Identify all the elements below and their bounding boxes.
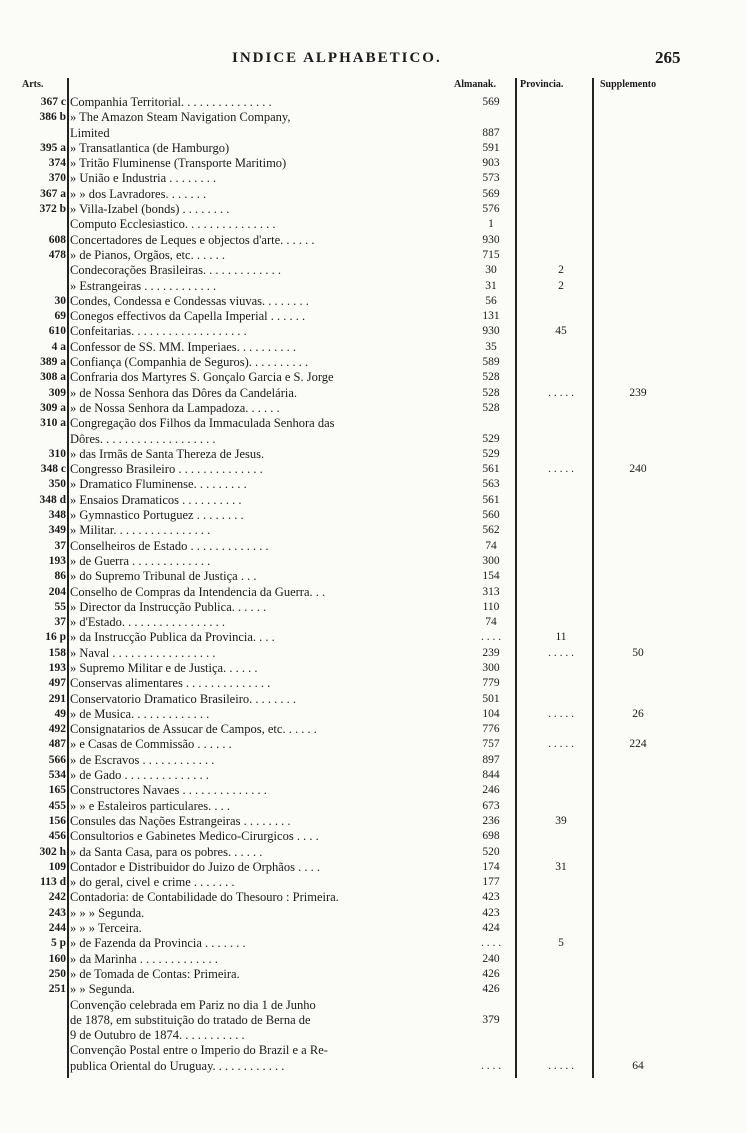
entry-text: » » » Segunda. [70,905,145,920]
entry-almanak-page: 35 [485,340,497,353]
index-entry [20,615,700,630]
entry-text: Conservatorio Dramatico Brasileiro. . . . . . . . [70,691,296,706]
entry-article: 251 [48,983,66,996]
entry-text: Congresso Brasileiro . . . . . . . . . . . . . . [70,462,263,477]
entry-text: de 1878, em substituição do tratado de Berna de [70,1012,311,1027]
index-entry [20,202,700,217]
entry-text: Confessor de SS. MM. Imperiaes. . . . . . . . . . [70,339,297,354]
entry-text: » Estrangeiras . . . . . . . . . . . . [70,278,217,293]
index-entry [20,171,700,186]
entry-text: Convenção celebrada em Pariz no dia 1 de Junho [70,997,316,1012]
entry-almanak-page: 930 [482,233,500,246]
index-entry [20,355,700,370]
entry-provincia-page: 39 [555,814,567,827]
entry-article: 374 [48,157,66,170]
entry-article: 492 [48,723,66,736]
index-entry [20,386,700,401]
entry-supplemento-page: 64 [632,1059,644,1072]
entry-article: 370 [48,172,66,185]
entry-text: » Ensaios Dramaticos . . . . . . . . . . [70,492,242,507]
entry-almanak-page: 423 [482,891,500,904]
index-entry [20,661,700,676]
entry-almanak-page: 563 [482,478,500,491]
entry-article: 16 p [45,631,66,644]
entry-almanak-page: 300 [482,661,500,674]
entry-almanak-page: 423 [482,906,500,919]
entry-almanak-page: 930 [482,325,500,338]
entry-almanak-page: 576 [482,203,500,216]
entry-article: 610 [48,325,66,338]
entry-supplemento-page: 224 [629,738,647,751]
entry-article: 350 [48,478,66,491]
index-entry [20,462,700,477]
index-table [20,95,700,1074]
entry-article: 250 [48,967,66,980]
index-entry [20,921,700,936]
index-entry [20,799,700,814]
entry-text: Conegos effectivos da Capella Imperial . . . . . . [70,309,306,324]
index-entry [20,447,700,462]
index-entry [20,523,700,538]
index-entry [20,860,700,875]
entry-almanak-page: 698 [482,830,500,843]
entry-text: » de Pianos, Orgãos, etc. . . . . . [70,247,225,262]
index-entry [20,1043,700,1058]
entry-article: 455 [48,799,66,812]
entry-article: 348 d [39,493,66,506]
entry-provincia-page: 2 [558,264,564,277]
index-entry [20,906,700,921]
entry-almanak-page: . . . . [480,631,502,644]
index-entry [20,187,700,202]
entry-text: » de Gado . . . . . . . . . . . . . . [70,768,209,783]
entry-almanak-page: 30 [485,264,497,277]
index-entry [20,217,700,232]
entry-text: » Dramatico Fluminense. . . . . . . . . [70,477,247,492]
index-entry [20,340,700,355]
entry-article: 348 c [40,463,66,476]
entry-article: 160 [48,952,66,965]
entry-almanak-page: 560 [482,509,500,522]
entry-text: » Director da Instrucção Publica. . . . . . [70,599,267,614]
entry-text: » » e Estaleiros particulares. . . . [70,798,231,813]
entry-almanak-page: 844 [482,769,500,782]
entry-almanak-page: 313 [482,585,500,598]
index-entry [20,416,700,431]
entry-almanak-page: 589 [482,356,500,369]
entry-article: 608 [48,233,66,246]
entry-text: Constructores Navaes . . . . . . . . . . . . . . [70,783,267,798]
index-entry [20,737,700,752]
entry-almanak-page: 426 [482,983,500,996]
header-arts: Arts. [22,79,44,90]
index-entry [20,845,700,860]
page-number: 265 [655,48,681,67]
entry-article: 165 [48,784,66,797]
entry-text: » » Segunda. [70,982,135,997]
entry-provincia-page: . . . . . [548,463,574,476]
index-entry [20,248,700,263]
entry-text: » da Santa Casa, para os pobres. . . . . . [70,844,263,859]
entry-article: 158 [48,646,66,659]
entry-almanak-page: 236 [482,814,500,827]
entry-provincia-page: 5 [558,937,564,950]
entry-almanak-page: 757 [482,738,500,751]
index-entry [20,783,700,798]
entry-almanak-page: 573 [482,172,500,185]
entry-almanak-page: 715 [482,248,500,261]
entry-almanak-page: 779 [482,677,500,690]
entry-text: Consultorios e Gabinetes Medico-Cirurgicos . . . . [70,829,319,844]
entry-text: publica Oriental do Uruguay. . . . . . . . . . . . [70,1058,285,1073]
entry-provincia-page: 31 [555,860,567,873]
entry-text: » União e Industria . . . . . . . . [70,171,217,186]
entry-text: » da Marinha . . . . . . . . . . . . . [70,951,218,966]
entry-article: 310 a [40,417,66,430]
entry-text: » de Tomada de Contas: Primeira. [70,966,240,981]
entry-text: » de Nossa Senhora das Dôres da Candelária. [70,385,298,400]
entry-text: » Transatlantica (de Hamburgo) [70,140,230,155]
entry-text: » de Fazenda da Provincia . . . . . . . [70,936,246,951]
entry-article: 487 [48,738,66,751]
entry-almanak-page: . . . . [480,937,502,950]
entry-almanak-page: 174 [482,860,500,873]
entry-almanak-page: 529 [482,447,500,460]
entry-almanak-page: 562 [482,524,500,537]
entry-text: Companhia Territorial. . . . . . . . . . . . . . . [70,95,272,109]
entry-article: 37 [54,539,66,552]
index-entry [20,890,700,905]
entry-article: 309 [48,386,66,399]
entry-text: Consignatarios de Assucar de Campos, etc. . . . . . [70,722,317,737]
index-entry [20,692,700,707]
entry-almanak-page: 569 [482,187,500,200]
entry-provincia-page: . . . . . [548,707,574,720]
entry-text: Contador e Distribuidor do Juizo de Orphãos . . . . [70,859,320,874]
entry-almanak-page: 104 [482,707,500,720]
entry-article: 30 [54,294,66,307]
entry-almanak-page: 56 [485,294,497,307]
entry-almanak-page: 887 [482,126,500,139]
index-entry [20,676,700,691]
entry-almanak-page: 903 [482,157,500,170]
entry-article: 372 b [39,203,66,216]
index-entry [20,768,700,783]
entry-text: Conselho de Compras da Intendencia da Guerra. . . [70,584,326,599]
index-entry [20,294,700,309]
entry-almanak-page: 246 [482,784,500,797]
header-provincia: Provincia. [520,79,564,90]
header-almanak: Almanak. [454,79,496,90]
index-entry [20,814,700,829]
index-entry [20,967,700,982]
index-entry [20,952,700,967]
entry-article: 310 [48,447,66,460]
entry-text: » Villa-Izabel (bonds) . . . . . . . . [70,202,230,217]
entry-article: 395 a [40,141,66,154]
entry-almanak-page: 561 [482,463,500,476]
entry-text: Confeitarias. . . . . . . . . . . . . . . . . . . [70,324,247,339]
entry-text: » The Amazon Steam Navigation Company, [70,110,291,125]
index-entry [20,477,700,492]
entry-text: » d'Estado. . . . . . . . . . . . . . . . . [70,615,226,630]
entry-text: » das Irmãs de Santa Thereza de Jesus. [70,446,265,461]
entry-text: » de Musica. . . . . . . . . . . . . [70,706,210,721]
index-entry [20,936,700,951]
index-entry [20,600,700,615]
entry-provincia-page: . . . . . [548,738,574,751]
index-entry [20,126,700,141]
entry-almanak-page: 379 [482,1013,500,1026]
entry-almanak-page: 424 [482,922,500,935]
index-entry [20,585,700,600]
index-entry [20,569,700,584]
index-entry [20,309,700,324]
entry-almanak-page: 501 [482,692,500,705]
entry-article: 86 [54,570,66,583]
entry-provincia-page: . . . . . [548,386,574,399]
entry-almanak-page: 154 [482,570,500,583]
index-entry [20,110,700,125]
index-entry [20,829,700,844]
index-entry [20,279,700,294]
index-entry [20,493,700,508]
entry-supplemento-page: 240 [629,463,647,476]
entry-text: » » dos Lavradores. . . . . . . [70,186,207,201]
index-entry [20,630,700,645]
entry-article: 534 [48,769,66,782]
entry-article: 109 [48,860,66,873]
entry-supplemento-page: 26 [632,707,644,720]
entry-provincia-page: 45 [555,325,567,338]
entry-almanak-page: 776 [482,723,500,736]
entry-text: Computo Ecclesiastico. . . . . . . . . . . . . . . [70,217,276,232]
entry-text: Conservas alimentares . . . . . . . . . . . . . . [70,676,271,691]
index-entry [20,998,700,1013]
entry-text: Conselheiros de Estado . . . . . . . . . . . . . [70,538,269,553]
entry-provincia-page: . . . . . [548,1059,574,1072]
entry-almanak-page: 529 [482,432,500,445]
entry-article: 113 d [40,876,66,889]
entry-text: » e Casas de Commissão . . . . . . [70,737,232,752]
entry-article: 49 [54,707,66,720]
entry-almanak-page: 177 [482,876,500,889]
entry-almanak-page: 591 [482,141,500,154]
entry-article: 302 h [39,845,66,858]
entry-almanak-page: 561 [482,493,500,506]
entry-article: 193 [48,661,66,674]
entry-provincia-page: 2 [558,279,564,292]
entry-article: 244 [48,922,66,935]
entry-almanak-page: 110 [482,600,500,613]
entry-article: 291 [48,692,66,705]
entry-article: 478 [48,248,66,261]
index-entry [20,1059,700,1074]
entry-article: 309 a [40,401,66,414]
entry-article: 497 [48,677,66,690]
index-entry [20,707,700,722]
entry-provincia-page: . . . . . [548,646,574,659]
entry-text: » do geral, civel e crime . . . . . . . [70,875,235,890]
index-entry [20,1013,700,1028]
entry-almanak-page: 528 [482,371,500,384]
entry-text: Confiança (Companhia de Seguros). . . . . . . . . . [70,355,309,370]
index-entry [20,263,700,278]
entry-almanak-page: 131 [482,310,500,323]
entry-text: » » » Terceira. [70,921,142,936]
entry-text: Congregação dos Filhos da Immaculada Senhora das [70,416,335,431]
entry-text: » de Nossa Senhora da Lampadoza. . . . . . [70,400,280,415]
entry-text: Consules das Nações Estrangeiras . . . . . . . . [70,813,291,828]
entry-article: 4 a [51,340,66,353]
index-entry [20,401,700,416]
header-supplemento: Supplemento [600,79,657,90]
entry-text: » de Guerra . . . . . . . . . . . . . [70,553,211,568]
entry-article: 389 a [40,356,66,369]
entry-almanak-page: 520 [482,845,500,858]
entry-article: 308 a [40,371,66,384]
index-entry [20,370,700,385]
entry-article: 348 [48,509,66,522]
entry-article: 193 [48,554,66,567]
index-entry [20,875,700,890]
index-entry [20,646,700,661]
entry-almanak-page: 528 [482,386,500,399]
entry-almanak-page: 31 [485,279,497,292]
entry-text: » Militar. . . . . . . . . . . . . . . . [70,523,211,538]
entry-text: Convenção Postal entre o Imperio do Brazil e a Re- [70,1043,328,1058]
entry-article: 156 [48,814,66,827]
entry-text: Condes, Condessa e Condessas viuvas. . . . . . . . [70,293,309,308]
entry-supplemento-page: 239 [629,386,647,399]
index-entry [20,982,700,997]
entry-almanak-page: 897 [482,753,500,766]
entry-almanak-page: 528 [482,401,500,414]
entry-article: 37 [54,616,66,629]
entry-article: 456 [48,830,66,843]
index-entry [20,1028,700,1043]
entry-article: 386 b [39,111,66,124]
entry-text: Contadoria: de Contabilidade do Thesouro : Primeira. [70,890,339,905]
entry-text: » do Supremo Tribunal de Justiça . . . [70,569,257,584]
entry-text: 9 de Outubro de 1874. . . . . . . . . . . [70,1028,245,1043]
entry-text: » Supremo Militar e de Justiça. . . . . . [70,660,258,675]
entry-text: » de Escravos . . . . . . . . . . . . [70,752,215,767]
entry-almanak-page: 300 [482,554,500,567]
entry-text: Concertadores de Leques e objectos d'arte. . . . . . [70,232,315,247]
entry-article: 242 [48,891,66,904]
index-entry [20,233,700,248]
index-entry [20,539,700,554]
entry-text: » Tritão Fluminense (Transporte Maritimo) [70,156,287,171]
index-entry [20,432,700,447]
entry-text: Dôres. . . . . . . . . . . . . . . . . . . [70,431,216,446]
entry-almanak-page: 569 [482,96,500,108]
index-entry [20,753,700,768]
index-entry [20,722,700,737]
entry-almanak-page: 239 [482,646,500,659]
entry-article: 69 [54,310,66,323]
entry-almanak-page: 673 [482,799,500,812]
entry-article: 204 [48,585,66,598]
entry-text: » Gymnastico Portuguez . . . . . . . . [70,508,244,523]
index-entry [20,508,700,523]
entry-almanak-page: 240 [482,952,500,965]
entry-article: 243 [48,906,66,919]
index-entry [20,156,700,171]
entry-almanak-page: 74 [485,616,497,629]
entry-text: » da Instrucção Publica da Provincia. . . . [70,630,275,645]
page-title: INDICE ALPHABETICO. [232,50,442,66]
index-entry [20,141,700,156]
entry-almanak-page: . . . . [480,1059,502,1072]
entry-almanak-page: 74 [485,539,497,552]
entry-text: Limited [70,125,110,140]
index-entry [20,554,700,569]
entry-article: 367 a [40,187,66,200]
index-entry [20,95,700,110]
entry-article: 55 [54,600,66,613]
entry-almanak-page: 426 [482,967,500,980]
entry-article: 566 [48,753,66,766]
entry-article: 5 p [50,937,66,950]
entry-text: Condecorações Brasileiras. . . . . . . . . . . . . [70,263,282,278]
entry-article: 367 c [40,96,66,108]
entry-text: » Naval . . . . . . . . . . . . . . . . . [70,645,216,660]
entry-article: 349 [48,524,66,537]
index-entry [20,324,700,339]
entry-supplemento-page: 50 [632,646,644,659]
entry-text: Confraria dos Martyres S. Gonçalo Garcia e S. Jorge [70,370,334,385]
entry-almanak-page: 1 [488,218,494,231]
entry-provincia-page: 11 [555,631,567,644]
